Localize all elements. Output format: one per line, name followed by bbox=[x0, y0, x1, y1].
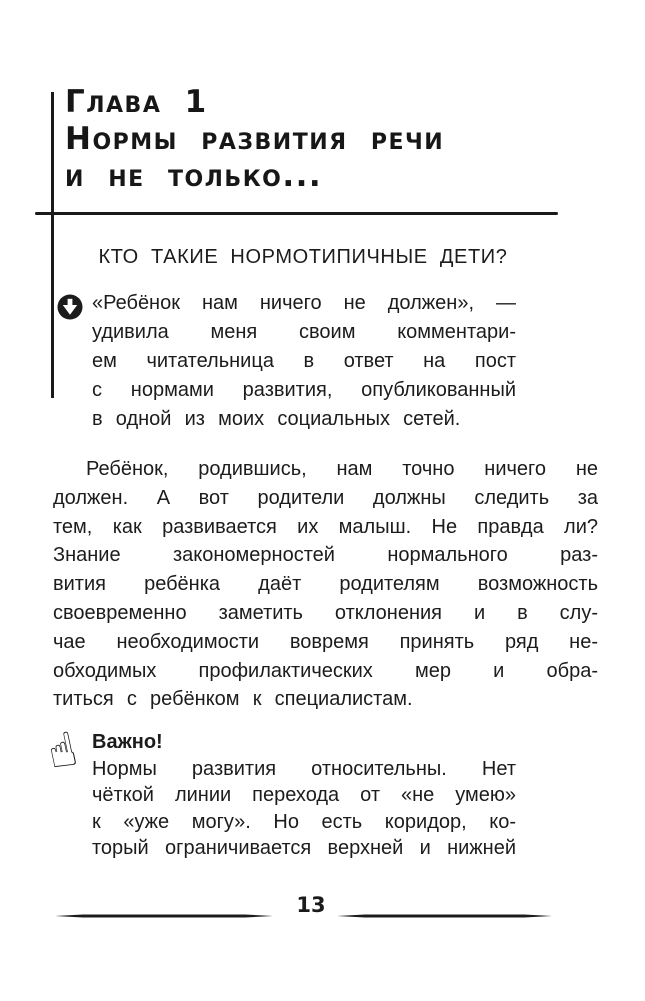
text-line: к «уже могу». Но есть коридор, ко- bbox=[92, 810, 516, 833]
text-line: вития ребёнка даёт родителям возможность bbox=[53, 573, 598, 596]
text-line: в одной из моих социальных сетей. bbox=[92, 408, 461, 430]
footer-rule-right bbox=[337, 905, 552, 909]
text-line: Ребёнок, родившись, нам точно ничего не bbox=[86, 458, 598, 480]
important-label: Важно! bbox=[92, 731, 163, 753]
text-line: должен. А вот родители должны следить за bbox=[53, 486, 598, 509]
text-line: «Ребёнок нам ничего не должен», — bbox=[92, 292, 516, 314]
text-line: торый ограничивается верхней и нижней bbox=[92, 837, 516, 860]
text-line: Знание закономерностей нормального раз- bbox=[53, 544, 598, 567]
down-arrow-circle-icon bbox=[57, 294, 83, 320]
text-line: тем, как развивается их малыш. Не правда ли? bbox=[53, 515, 598, 538]
text-line: ем читательница в ответ на пост bbox=[92, 350, 516, 372]
important-paragraph bbox=[92, 756, 516, 862]
chapter-heading-line: и не только... bbox=[65, 158, 323, 194]
footer-rule-left bbox=[55, 905, 273, 909]
chapter-heading-line: Глава 1 bbox=[65, 84, 208, 120]
text-line: чёткой линии перехода от «не умею» bbox=[92, 784, 516, 807]
body-paragraph bbox=[53, 455, 598, 714]
important-block bbox=[92, 729, 516, 862]
text-line: своевременно заметить отклонения и в слу- bbox=[53, 601, 598, 624]
pointing-hand-icon: ☝ bbox=[42, 721, 83, 782]
chapter-heading-line: Нормы развития речи bbox=[65, 121, 445, 157]
text-line: обходимых профилактических мер и обра- bbox=[53, 659, 598, 682]
page-number: 13 bbox=[296, 893, 326, 917]
chapter-heading bbox=[65, 84, 444, 195]
text-line: Нормы развития относительны. Нет bbox=[92, 757, 516, 780]
text-line: с нормами развития, опубликованный bbox=[92, 379, 516, 401]
text-line: титься с ребёнком к специалистам. bbox=[53, 688, 413, 711]
quote-paragraph bbox=[92, 289, 516, 434]
chapter-vertical-rule bbox=[51, 92, 54, 398]
text-line: удивила меня своим комментари- bbox=[92, 321, 516, 343]
chapter-horizontal-rule bbox=[35, 212, 558, 215]
section-title: КТО ТАКИЕ НОРМОТИПИЧНЫЕ ДЕТИ? bbox=[98, 246, 508, 268]
text-line: чае необходимости вовремя принять ряд не- bbox=[53, 630, 598, 653]
